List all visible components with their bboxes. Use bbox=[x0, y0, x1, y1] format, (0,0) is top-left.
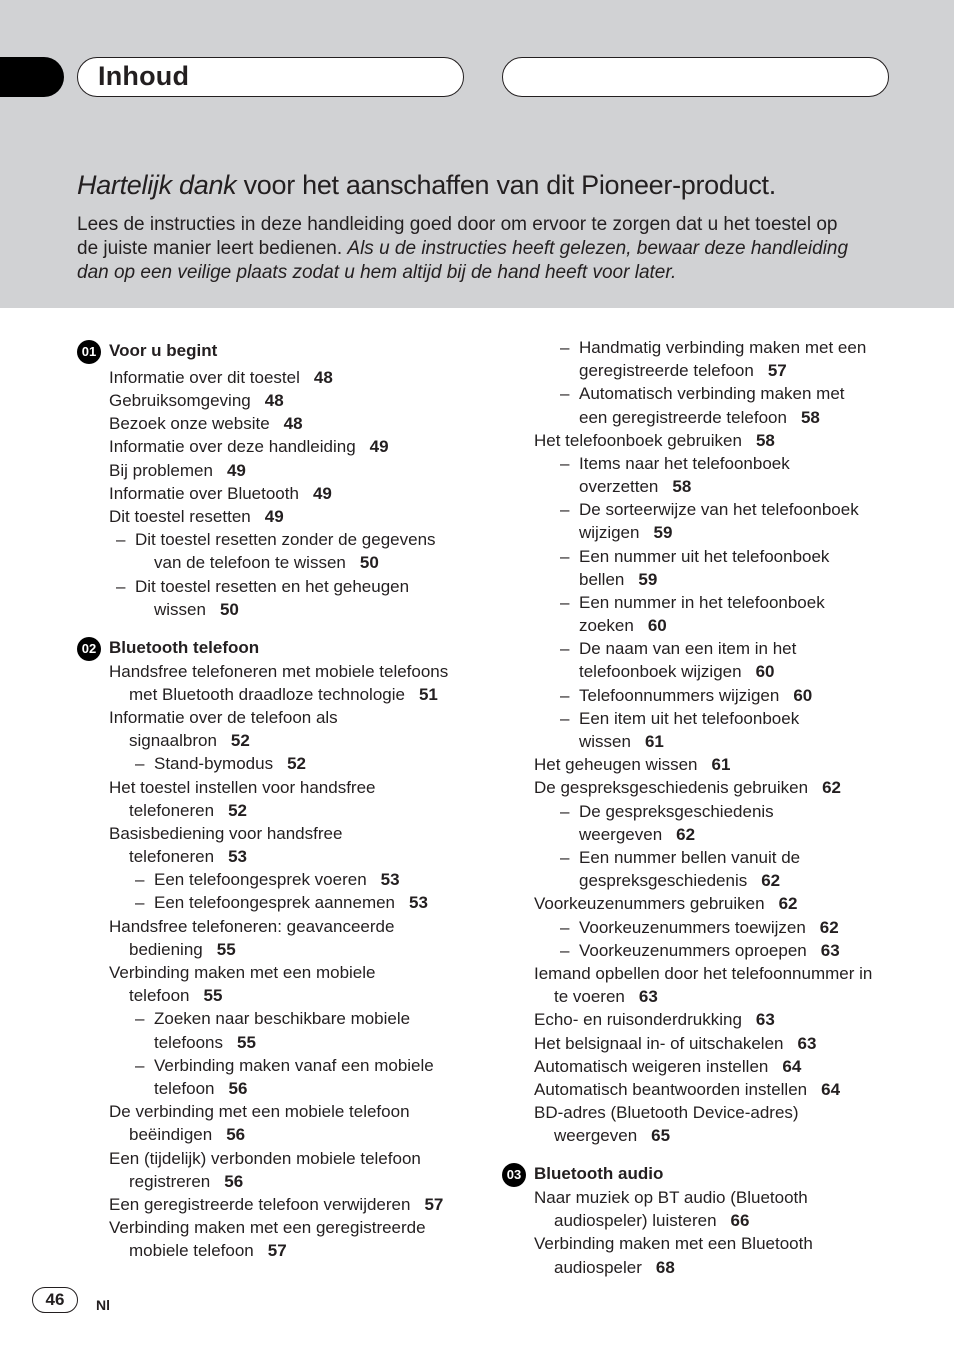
toc-entry-page: 60 bbox=[755, 662, 775, 681]
toc-entry-page: 61 bbox=[644, 732, 664, 751]
toc-entry-text: telefoneren bbox=[129, 801, 215, 820]
toc-entry-text: telefoneren bbox=[129, 847, 215, 866]
toc-entry-page: 63 bbox=[797, 1034, 817, 1053]
toc-entry-page: 48 bbox=[313, 368, 333, 387]
toc-entry-text: De gespreksgeschiedenis bbox=[579, 802, 774, 821]
dash-marker: – bbox=[560, 918, 570, 937]
toc-entry-text: te voeren bbox=[554, 987, 625, 1006]
toc-entry-page: 53 bbox=[409, 893, 428, 912]
toc-entry[interactable] bbox=[109, 459, 246, 482]
toc-entry-page: 59 bbox=[653, 523, 673, 542]
toc-entry-text: Verbinding maken met een geregistreerde bbox=[109, 1218, 426, 1237]
toc-subentry[interactable] bbox=[560, 846, 801, 869]
toc-entry-page: 50 bbox=[219, 600, 239, 619]
toc-entry-text: Informatie over Bluetooth bbox=[109, 484, 299, 503]
toc-entry-text: weergeven bbox=[554, 1126, 638, 1145]
toc-entry-cont[interactable] bbox=[129, 984, 222, 1007]
toc-entry[interactable] bbox=[534, 429, 775, 452]
toc-entry[interactable] bbox=[109, 822, 342, 845]
toc-entry-text: met Bluetooth draadloze technologie bbox=[129, 685, 405, 704]
toc-entry-text: Echo- en ruisonderdrukking bbox=[534, 1010, 742, 1029]
toc-subentry-cont[interactable] bbox=[154, 598, 239, 621]
toc-entry-cont[interactable] bbox=[129, 1123, 245, 1146]
toc-entry[interactable] bbox=[109, 505, 284, 528]
toc-entry-text: weergeven bbox=[579, 825, 663, 844]
toc-entry[interactable] bbox=[534, 1232, 813, 1255]
toc-entry-text: overzetten bbox=[579, 477, 659, 496]
toc-subentry-cont[interactable] bbox=[154, 551, 379, 574]
toc-entry-text: Naar muziek op BT audio (Bluetooth bbox=[534, 1188, 808, 1207]
toc-entry[interactable] bbox=[109, 435, 389, 458]
intro-line-2-plain: de juiste manier leert bedienen. bbox=[77, 238, 348, 259]
toc-entry-text: Verbinding maken met een Bluetooth bbox=[534, 1234, 813, 1253]
dash-marker: – bbox=[116, 577, 126, 596]
toc-entry-text: Een telefoongesprek voeren bbox=[154, 870, 367, 889]
toc-entry-text: De verbinding met een mobiele telefoon bbox=[109, 1102, 410, 1121]
toc-entry[interactable] bbox=[534, 1078, 840, 1101]
toc-entry-text: gespreksgeschiedenis bbox=[579, 871, 748, 890]
toc-entry-cont[interactable] bbox=[129, 845, 247, 868]
toc-entry-text: Automatisch beantwoorden instellen bbox=[534, 1080, 808, 1099]
toc-subentry[interactable] bbox=[135, 752, 306, 775]
toc-subentry-cont[interactable] bbox=[154, 1077, 247, 1100]
toc-subentry-cont[interactable] bbox=[579, 730, 664, 753]
toc-entry-text: Voorkeuzenummers gebruiken bbox=[534, 894, 765, 913]
toc-entry-text: Voorkeuzenummers oproepen bbox=[579, 941, 807, 960]
toc-entry-text: Informatie over dit toestel bbox=[109, 368, 300, 387]
toc-entry-text: Basisbediening voor handsfree bbox=[109, 824, 343, 843]
dash-marker: – bbox=[560, 500, 570, 519]
toc-entry-text: Het belsignaal in- of uitschakelen bbox=[534, 1034, 784, 1053]
section-number-badge: 03 bbox=[502, 1163, 526, 1187]
toc-subentry[interactable] bbox=[560, 707, 800, 730]
toc-entry-text: Een item uit het telefoonboek bbox=[579, 709, 800, 728]
dash-marker: – bbox=[560, 709, 570, 728]
toc-entry-page: 53 bbox=[380, 870, 400, 889]
toc-subentry[interactable] bbox=[560, 498, 859, 521]
toc-entry-page: 49 bbox=[264, 507, 284, 526]
toc-entry-text: zoeken bbox=[579, 616, 634, 635]
toc-entry[interactable] bbox=[109, 412, 303, 435]
toc-entry[interactable] bbox=[109, 776, 376, 799]
intro-line-2 bbox=[77, 237, 877, 261]
toc-entry[interactable] bbox=[534, 753, 730, 776]
dash-marker: – bbox=[560, 802, 570, 821]
dash-marker: – bbox=[116, 530, 126, 549]
toc-entry-text: Dit toestel resetten bbox=[109, 507, 251, 526]
toc-entry-cont[interactable] bbox=[129, 1239, 287, 1262]
intro-body bbox=[77, 213, 877, 285]
dash-marker: – bbox=[560, 639, 570, 658]
toc-entry-cont[interactable] bbox=[129, 729, 250, 752]
toc-entry[interactable] bbox=[109, 389, 284, 412]
toc-subentry[interactable] bbox=[560, 939, 840, 962]
toc-entry-text: Voorkeuzenummers toewijzen bbox=[579, 918, 806, 937]
toc-entry[interactable] bbox=[534, 1008, 775, 1031]
toc-entry-page: 62 bbox=[819, 918, 839, 937]
toc-subentry[interactable] bbox=[560, 591, 825, 614]
toc-entry-page: 48 bbox=[283, 414, 303, 433]
intro-line-2-italic: Als u de instructies heeft gelezen, bewaar deze handleiding bbox=[347, 238, 849, 259]
empty-title-pill bbox=[502, 57, 889, 97]
toc-entry-text: Een telefoongesprek aannemen bbox=[154, 893, 396, 912]
intro-line-1: Lees de instructies in deze handleiding goed door om ervoor te zorgen dat u het toestel op bbox=[77, 214, 838, 235]
section-tab-marker bbox=[0, 57, 64, 97]
toc-entry-page: 57 bbox=[424, 1195, 444, 1214]
toc-subentry[interactable] bbox=[560, 382, 845, 405]
toc-entry-page: 52 bbox=[230, 731, 250, 750]
toc-subentry[interactable] bbox=[560, 545, 830, 568]
toc-entry-cont[interactable] bbox=[554, 1256, 675, 1279]
toc-entry-page: 56 bbox=[228, 1079, 248, 1098]
language-code: Nl bbox=[96, 1297, 110, 1313]
toc-entry-text: beëindigen bbox=[129, 1125, 213, 1144]
toc-entry-cont[interactable] bbox=[554, 1124, 670, 1147]
toc-entry-text: Stand-bymodus bbox=[154, 754, 274, 773]
toc-entry[interactable] bbox=[109, 660, 448, 683]
toc-entry-text: Dit toestel resetten zonder de gegevens bbox=[135, 530, 436, 549]
toc-subentry[interactable] bbox=[560, 916, 839, 939]
toc-entry[interactable] bbox=[109, 1147, 421, 1170]
toc-entry-page: 55 bbox=[203, 986, 223, 1005]
toc-entry-page: 62 bbox=[822, 778, 841, 797]
toc-entry-page: 53 bbox=[228, 847, 247, 866]
toc-entry-text: Verbinding maken met een mobiele bbox=[109, 963, 376, 982]
toc-entry[interactable] bbox=[109, 1193, 443, 1216]
section-heading[interactable]: Bluetooth telefoon bbox=[109, 638, 260, 657]
toc-entry[interactable] bbox=[534, 1055, 801, 1078]
toc-entry-text: Informatie over deze handleiding bbox=[109, 437, 356, 456]
dash-marker: – bbox=[560, 547, 570, 566]
header-band bbox=[0, 0, 954, 308]
toc-entry-text: Een nummer in het telefoonboek bbox=[579, 593, 825, 612]
toc-entry-page: 52 bbox=[287, 754, 306, 773]
toc-entry[interactable] bbox=[534, 1101, 799, 1124]
section-heading[interactable]: Voor u begint bbox=[109, 341, 218, 360]
toc-subentry-cont[interactable] bbox=[579, 823, 695, 846]
dash-marker: – bbox=[135, 893, 145, 912]
toc-subentry-cont[interactable] bbox=[579, 475, 691, 498]
toc-subentry-cont[interactable] bbox=[579, 406, 820, 429]
toc-entry-page: 63 bbox=[755, 1010, 775, 1029]
toc-subentry[interactable] bbox=[560, 684, 813, 707]
toc-entry-text: De naam van een item in het bbox=[579, 639, 797, 658]
toc-entry-cont[interactable] bbox=[129, 799, 247, 822]
toc-entry-text: Een nummer uit het telefoonboek bbox=[579, 547, 830, 566]
toc-entry[interactable] bbox=[534, 962, 872, 985]
toc-entry-text: Gebruiksomgeving bbox=[109, 391, 251, 410]
toc-entry-text: Telefoonnummers wijzigen bbox=[579, 686, 780, 705]
toc-subentry[interactable] bbox=[560, 637, 797, 660]
toc-subentry[interactable] bbox=[560, 336, 867, 359]
toc-entry-page: 48 bbox=[264, 391, 284, 410]
toc-entry-text: Handsfree telefoneren: geavanceerde bbox=[109, 917, 395, 936]
toc-entry-text: Het geheugen wissen bbox=[534, 755, 698, 774]
toc-entry-text: Zoeken naar beschikbare mobiele bbox=[154, 1009, 411, 1028]
toc-entry-text: Het toestel instellen voor handsfree bbox=[109, 778, 376, 797]
toc-entry-text: Handmatig verbinding maken met een bbox=[579, 338, 867, 357]
toc-entry-page: 58 bbox=[800, 408, 820, 427]
intro-title-rest: voor het aanschaffen van dit Pioneer-product. bbox=[236, 170, 776, 200]
dash-marker: – bbox=[560, 454, 570, 473]
toc-entry-cont[interactable] bbox=[129, 1170, 243, 1193]
toc-entry[interactable] bbox=[109, 1100, 410, 1123]
toc-entry-page: 60 bbox=[647, 616, 667, 635]
toc-entry-page: 55 bbox=[237, 1033, 256, 1052]
toc-entry-page: 64 bbox=[782, 1057, 802, 1076]
toc-entry-page: 57 bbox=[267, 1241, 287, 1260]
toc-entry-text: telefoon bbox=[154, 1079, 215, 1098]
intro-title-italic: Hartelijk dank bbox=[77, 170, 237, 200]
toc-entry-text: bediening bbox=[129, 940, 203, 959]
toc-entry-page: 61 bbox=[711, 755, 731, 774]
toc-entry-cont[interactable] bbox=[129, 683, 438, 706]
toc-entry-page: 49 bbox=[226, 461, 246, 480]
toc-entry-page: 60 bbox=[793, 686, 813, 705]
toc-entry-cont[interactable] bbox=[554, 1209, 749, 1232]
toc-subentry[interactable] bbox=[135, 1007, 411, 1030]
toc-entry[interactable] bbox=[109, 706, 338, 729]
intro-line-3: dan op een veilige plaats zodat u hem altijd bij de hand heeft voor later. bbox=[77, 262, 677, 283]
dash-marker: – bbox=[135, 870, 145, 889]
toc-entry-page: 63 bbox=[638, 987, 658, 1006]
toc-entry-cont[interactable] bbox=[129, 938, 236, 961]
toc-entry-page: 56 bbox=[226, 1125, 246, 1144]
toc-entry[interactable] bbox=[534, 776, 841, 799]
toc-subentry-cont[interactable] bbox=[579, 521, 672, 544]
toc-entry-page: 58 bbox=[755, 431, 775, 450]
toc-entry-page: 63 bbox=[820, 941, 840, 960]
toc-entry-text: Een (tijdelijk) verbonden mobiele telefoon bbox=[109, 1149, 421, 1168]
toc-entry-text: Bezoek onze website bbox=[109, 414, 270, 433]
toc-subentry[interactable] bbox=[135, 891, 428, 914]
toc-subentry-cont[interactable] bbox=[579, 869, 780, 892]
toc-subentry[interactable] bbox=[116, 528, 436, 551]
toc-entry-page: 49 bbox=[312, 484, 332, 503]
dash-marker: – bbox=[135, 754, 145, 773]
toc-entry-text: signaalbron bbox=[129, 731, 217, 750]
toc-entry-page: 57 bbox=[767, 361, 787, 380]
toc-subentry-cont[interactable] bbox=[579, 660, 774, 683]
toc-entry-text: Dit toestel resetten en het geheugen bbox=[135, 577, 410, 596]
toc-entry[interactable] bbox=[109, 1216, 426, 1239]
toc-entry-text: Automatisch verbinding maken met bbox=[579, 384, 845, 403]
toc-entry-text: audiospeler) luisteren bbox=[554, 1211, 717, 1230]
toc-subentry[interactable] bbox=[135, 1054, 434, 1077]
dash-marker: – bbox=[135, 1009, 145, 1028]
toc-subentry[interactable] bbox=[116, 575, 410, 598]
section-title: Inhoud bbox=[98, 61, 190, 91]
toc-entry[interactable] bbox=[534, 892, 798, 915]
toc-entry-text: Bij problemen bbox=[109, 461, 213, 480]
intro-title bbox=[77, 170, 776, 201]
dash-marker: – bbox=[560, 848, 570, 867]
toc-subentry[interactable] bbox=[560, 800, 774, 823]
toc-entry-text: Een geregistreerde telefoon verwijderen bbox=[109, 1195, 411, 1214]
toc-entry-page: 62 bbox=[778, 894, 798, 913]
toc-entry[interactable] bbox=[109, 961, 376, 984]
toc-subentry-cont[interactable] bbox=[154, 1031, 256, 1054]
toc-subentry[interactable] bbox=[560, 452, 790, 475]
section-title-pill bbox=[77, 57, 464, 97]
dash-marker: – bbox=[560, 941, 570, 960]
toc-entry-text: bellen bbox=[579, 570, 625, 589]
toc-entry-text: mobiele telefoon bbox=[129, 1241, 254, 1260]
toc-entry-page: 66 bbox=[730, 1211, 750, 1230]
toc-entry[interactable] bbox=[109, 366, 333, 389]
toc-entry[interactable] bbox=[534, 1032, 816, 1055]
toc-entry[interactable] bbox=[534, 1186, 808, 1209]
toc-entry-page: 58 bbox=[672, 477, 692, 496]
toc-subentry[interactable] bbox=[135, 868, 400, 891]
toc-subentry-cont[interactable] bbox=[579, 614, 667, 637]
dash-marker: – bbox=[560, 593, 570, 612]
toc-entry-page: 52 bbox=[228, 801, 247, 820]
toc-entry-text: geregistreerde telefoon bbox=[579, 361, 754, 380]
dash-marker: – bbox=[135, 1056, 145, 1075]
toc-entry-text: wissen bbox=[579, 732, 631, 751]
dash-marker: – bbox=[560, 686, 570, 705]
toc-entry-text: Een nummer bellen vanuit de bbox=[579, 848, 801, 867]
toc-entry-text: Iemand opbellen door het telefoonnummer in bbox=[534, 964, 873, 983]
toc-entry-page: 65 bbox=[651, 1126, 671, 1145]
toc-entry-text: Informatie over de telefoon als bbox=[109, 708, 338, 727]
toc-entry-text: van de telefoon te wissen bbox=[154, 553, 346, 572]
dash-marker: – bbox=[560, 338, 570, 357]
toc-entry-page: 51 bbox=[418, 685, 438, 704]
toc-entry-text: Automatisch weigeren instellen bbox=[534, 1057, 769, 1076]
dash-marker: – bbox=[560, 384, 570, 403]
toc-entry-text: De gespreksgeschiedenis gebruiken bbox=[534, 778, 809, 797]
toc-entry-text: telefoon bbox=[129, 986, 190, 1005]
toc-entry[interactable] bbox=[109, 915, 394, 938]
toc-entry-text: Handsfree telefoneren met mobiele telefoons bbox=[109, 662, 449, 681]
toc-entry-text: Items naar het telefoonboek bbox=[579, 454, 790, 473]
toc-entry-cont[interactable] bbox=[554, 985, 658, 1008]
toc-entry-text: Het telefoonboek gebruiken bbox=[534, 431, 742, 450]
toc-subentry-cont[interactable] bbox=[579, 359, 787, 382]
section-heading[interactable]: Bluetooth audio bbox=[534, 1164, 664, 1183]
toc-entry-page: 62 bbox=[761, 871, 781, 890]
toc-entry-page: 49 bbox=[369, 437, 389, 456]
toc-entry-text: Verbinding maken vanaf een mobiele bbox=[154, 1056, 434, 1075]
toc-entry-text: De sorteerwijze van het telefoonboek bbox=[579, 500, 859, 519]
section-number-badge: 01 bbox=[77, 340, 101, 364]
toc-entry[interactable] bbox=[109, 482, 332, 505]
toc-entry-text: audiospeler bbox=[554, 1258, 642, 1277]
toc-entry-text: wissen bbox=[154, 600, 206, 619]
toc-entry-text: registreren bbox=[129, 1172, 211, 1191]
toc-entry-text: wijzigen bbox=[579, 523, 640, 542]
toc-entry-text: BD-adres (Bluetooth Device-adres) bbox=[534, 1103, 799, 1122]
toc-entry-text: een geregistreerde telefoon bbox=[579, 408, 787, 427]
toc-entry-page: 50 bbox=[359, 553, 379, 572]
toc-entry-text: telefoons bbox=[154, 1033, 223, 1052]
toc-subentry-cont[interactable] bbox=[579, 568, 657, 591]
toc-entry-page: 68 bbox=[655, 1258, 675, 1277]
toc-entry-page: 55 bbox=[216, 940, 236, 959]
section-number-badge: 02 bbox=[77, 637, 101, 661]
toc-entry-page: 62 bbox=[676, 825, 696, 844]
page-number: 46 bbox=[32, 1287, 78, 1313]
toc-entry-text: telefoonboek wijzigen bbox=[579, 662, 742, 681]
toc-entry-page: 59 bbox=[638, 570, 658, 589]
toc-entry-page: 64 bbox=[821, 1080, 841, 1099]
toc-entry-page: 56 bbox=[224, 1172, 244, 1191]
